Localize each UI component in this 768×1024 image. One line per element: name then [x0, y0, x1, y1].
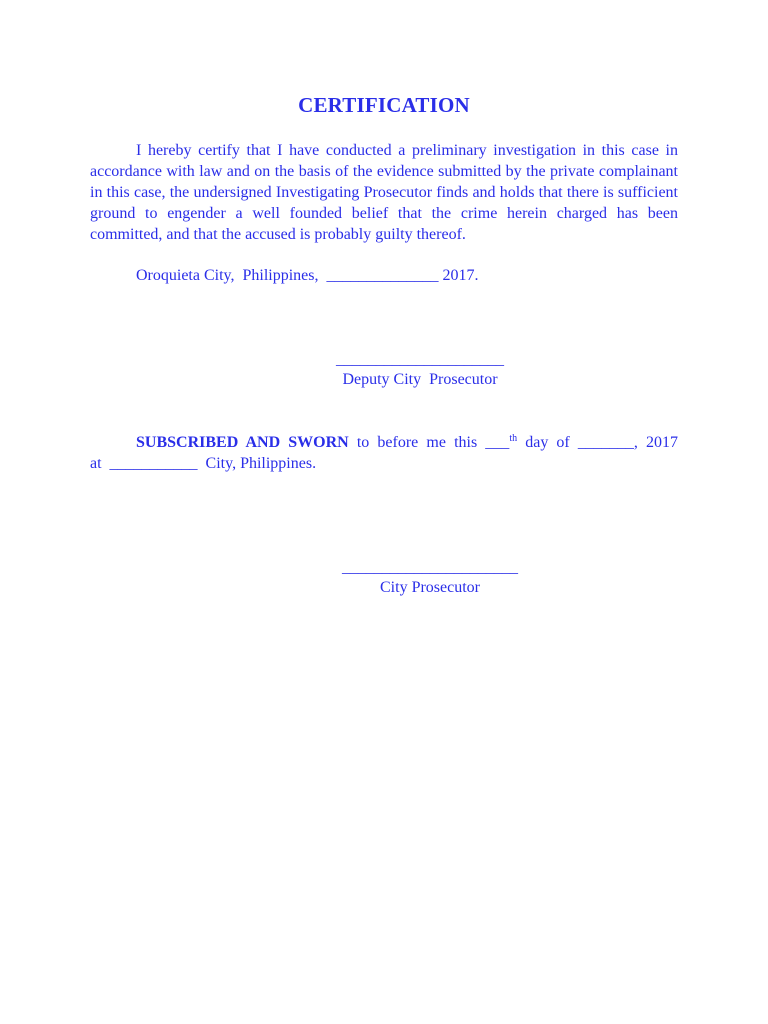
- signature-line: ______________________: [342, 559, 518, 576]
- subscribed-and-sworn-heading: SUBSCRIBED AND SWORN: [136, 434, 349, 451]
- document-title: CERTIFICATION: [298, 93, 470, 117]
- city-prosecutor-label: City Prosecutor: [380, 579, 480, 596]
- sworn-text-after-day: day of _______, 2017: [517, 434, 679, 451]
- day-ordinal-suffix: th: [509, 433, 518, 444]
- sworn-second-line: at ___________ City, Philippines.: [90, 455, 317, 472]
- city-prosecutor-signature-block: [330, 558, 530, 598]
- sworn-first-line: [90, 432, 678, 453]
- certification-paragraph: I hereby certify that I have conducted a preliminary investigation in this case in accordance with law and on the basis of the evidence submitted by the private complainant in this case, the undersigned Investigating Prosecutor finds and holds that there is sufficient ground to engender a well founded belief that the crime herein charged has been committed, and that the accused is probably guilty thereof.: [90, 142, 678, 243]
- deputy-prosecutor-signature-block: [320, 350, 520, 390]
- signature-line: _____________________: [336, 351, 504, 368]
- place-date-line: Oroquieta City, Philippines, ______________ 2017.: [136, 267, 479, 284]
- deputy-city-prosecutor-label: Deputy City Prosecutor: [342, 371, 498, 388]
- subscribed-sworn-paragraph: [90, 432, 678, 474]
- sworn-text-before-day: to before me this ___: [348, 434, 510, 451]
